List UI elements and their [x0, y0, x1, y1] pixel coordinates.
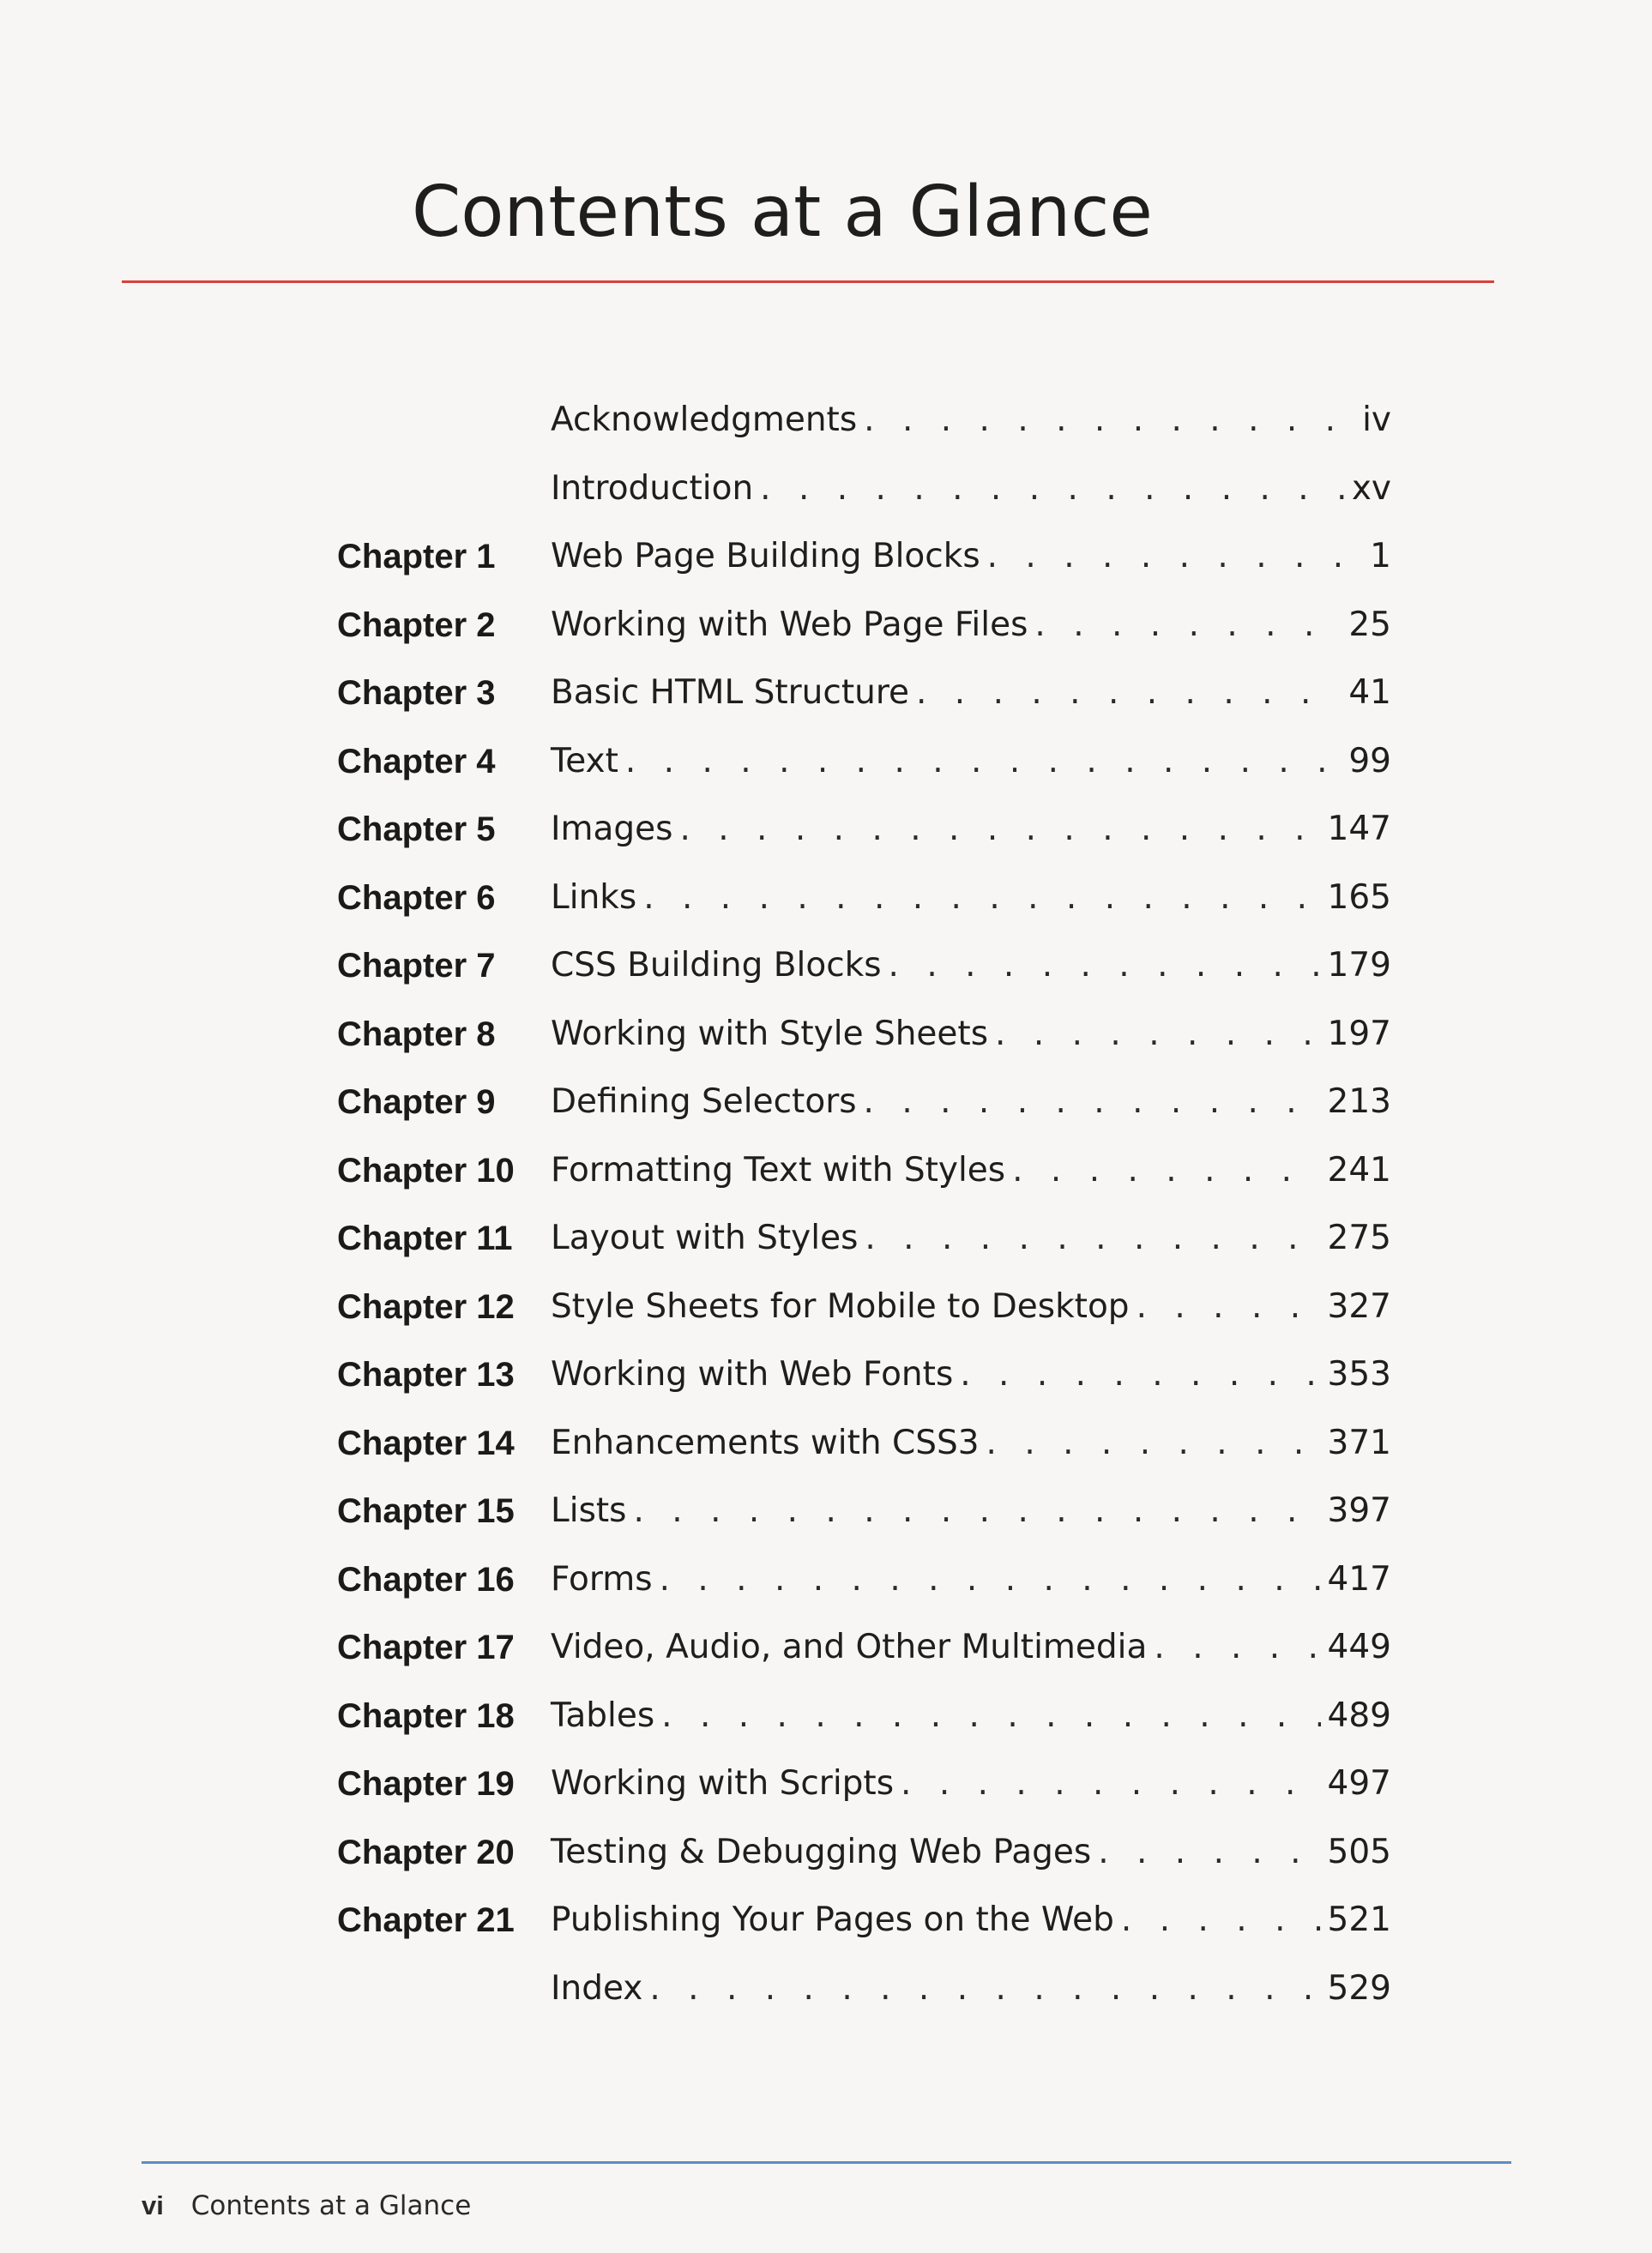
- entry-title: Links: [551, 878, 637, 917]
- chapter-label: Chapter 17: [337, 1629, 515, 1666]
- entry-title: Testing & Debugging Web Pages: [551, 1833, 1092, 1871]
- page-number: 449: [1327, 1628, 1391, 1666]
- chapter-label: Chapter 5: [337, 810, 496, 848]
- toc-entry-line: [551, 1145, 1391, 1196]
- toc-entry-line: [551, 1690, 1391, 1742]
- toc-entry-line: [551, 1349, 1391, 1401]
- page-number: xv: [1351, 469, 1391, 508]
- toc-entry: [0, 1622, 1652, 1682]
- chapter-label: Chapter 21: [337, 1901, 515, 1939]
- toc-entry: [0, 1690, 1652, 1750]
- entry-title: Tables: [551, 1696, 655, 1735]
- page-number: 529: [1327, 1969, 1391, 2008]
- dot-leader: [889, 940, 1321, 991]
- toc-entry: [0, 599, 1652, 660]
- toc-entry: [0, 463, 1652, 523]
- dot-leader: [660, 1554, 1321, 1605]
- toc-entry-line: [551, 872, 1391, 924]
- toc-entry: [0, 1554, 1652, 1614]
- chapter-label: Chapter 8: [337, 1015, 496, 1053]
- chapter-label: Chapter 1: [337, 538, 496, 575]
- chapter-label: Chapter 3: [337, 674, 496, 712]
- toc-entry-line: [551, 1758, 1391, 1810]
- toc-entry: [0, 395, 1652, 455]
- page-number: 353: [1327, 1355, 1391, 1394]
- toc-entry-line: [551, 1554, 1391, 1605]
- page-number: 275: [1327, 1219, 1391, 1257]
- toc-entry-line: [551, 1213, 1391, 1264]
- entry-title: CSS Building Blocks: [551, 946, 882, 985]
- chapter-label: Chapter 20: [337, 1834, 515, 1871]
- entry-title: Defining Selectors: [551, 1082, 857, 1121]
- toc-entry-line: [551, 531, 1391, 582]
- dot-leader: [864, 395, 1355, 446]
- page-number: 213: [1327, 1082, 1391, 1121]
- dot-leader: [960, 1349, 1320, 1401]
- page-number: 497: [1327, 1764, 1391, 1803]
- toc-entry-line: [551, 1281, 1391, 1333]
- entry-title: Layout with Styles: [551, 1219, 859, 1257]
- toc-entry-line: [551, 599, 1391, 651]
- dot-leader: [634, 1485, 1321, 1537]
- entry-title: Index: [551, 1969, 643, 2008]
- chapter-label: Chapter 6: [337, 879, 496, 917]
- entry-title: Working with Style Sheets: [551, 1015, 989, 1053]
- dot-leader: [625, 736, 1341, 787]
- dot-leader: [1034, 599, 1341, 651]
- chapter-label: Chapter 13: [337, 1356, 515, 1394]
- dot-leader: [901, 1758, 1321, 1810]
- running-head: Contents at a Glance: [190, 2190, 472, 2221]
- page-number: 197: [1327, 1015, 1391, 1053]
- toc-entry: [0, 1349, 1652, 1409]
- dot-leader: [916, 667, 1341, 719]
- page-footer: [142, 2190, 471, 2221]
- toc-entry-line: [551, 667, 1391, 719]
- entry-title: Working with Web Fonts: [551, 1355, 954, 1394]
- dot-leader: [1154, 1622, 1320, 1673]
- toc-entry-line: [551, 1076, 1391, 1128]
- entry-title: Acknowledgments: [551, 401, 858, 439]
- entry-title: Text: [551, 742, 618, 780]
- toc-entry-line: [551, 1622, 1391, 1673]
- page-number: 25: [1348, 605, 1391, 644]
- entry-title: Working with Web Page Files: [551, 605, 1028, 644]
- page-number: 371: [1327, 1424, 1391, 1462]
- toc-entry: [0, 872, 1652, 932]
- page-number: iv: [1362, 401, 1391, 439]
- chapter-label: Chapter 15: [337, 1492, 515, 1530]
- chapter-label: Chapter 9: [337, 1083, 496, 1121]
- toc-entry: [0, 1758, 1652, 1818]
- toc-entry-line: [551, 1963, 1391, 2015]
- dot-leader: [1012, 1145, 1320, 1196]
- footer-divider: [142, 2161, 1511, 2164]
- page-number: 505: [1327, 1833, 1391, 1871]
- dot-leader: [661, 1690, 1320, 1742]
- entry-title: Formatting Text with Styles: [551, 1151, 1006, 1190]
- chapter-label: Chapter 19: [337, 1765, 515, 1803]
- dot-leader: [986, 1418, 1321, 1469]
- chapter-label: Chapter 4: [337, 743, 496, 780]
- toc-entry: [0, 1895, 1652, 1955]
- chapter-label: Chapter 12: [337, 1288, 515, 1326]
- entry-title: Basic HTML Structure: [551, 673, 909, 712]
- entry-title: Enhancements with CSS3: [551, 1424, 980, 1462]
- toc-entry-line: [551, 1485, 1391, 1537]
- page-number: 179: [1327, 946, 1391, 985]
- toc-entry-line: [551, 1009, 1391, 1060]
- toc-entry-line: [551, 804, 1391, 855]
- toc-entry: [0, 531, 1652, 591]
- toc-entry: [0, 667, 1652, 727]
- dot-leader: [649, 1963, 1320, 2015]
- entry-title: Lists: [551, 1491, 627, 1530]
- page-number: 41: [1348, 673, 1391, 712]
- toc-entry: [0, 1213, 1652, 1273]
- page-number: 489: [1327, 1696, 1391, 1735]
- page-number: 147: [1327, 810, 1391, 848]
- toc-entry: [0, 1145, 1652, 1205]
- page-number: 165: [1327, 878, 1391, 917]
- toc-entry: [0, 1963, 1652, 2023]
- toc-entry: [0, 1418, 1652, 1478]
- page-title: Contents at a Glance: [412, 172, 1153, 253]
- dot-leader: [987, 531, 1364, 582]
- entry-title: Images: [551, 810, 673, 848]
- page-number: 327: [1327, 1287, 1391, 1326]
- chapter-label: Chapter 18: [337, 1697, 515, 1735]
- entry-title: Introduction: [551, 469, 754, 508]
- toc-entry-line: [551, 395, 1391, 446]
- toc-entry: [0, 1281, 1652, 1341]
- chapter-label: Chapter 16: [337, 1561, 515, 1599]
- entry-title: Video, Audio, and Other Multimedia: [551, 1628, 1148, 1666]
- toc-entry: [0, 1485, 1652, 1545]
- chapter-label: Chapter 10: [337, 1152, 515, 1190]
- dot-leader: [760, 463, 1345, 515]
- toc-entry-line: [551, 940, 1391, 991]
- toc-entry: [0, 940, 1652, 1000]
- page-number: 1: [1370, 537, 1391, 575]
- chapter-label: Chapter 11: [337, 1220, 513, 1257]
- dot-leader: [865, 1213, 1320, 1264]
- toc-entry: [0, 736, 1652, 796]
- chapter-label: Chapter 7: [337, 947, 496, 985]
- page-folio: vi: [142, 2190, 164, 2220]
- entry-title: Publishing Your Pages on the Web: [551, 1901, 1114, 1939]
- toc-entry-line: [551, 1418, 1391, 1469]
- dot-leader: [643, 872, 1320, 924]
- dot-leader: [1137, 1281, 1321, 1333]
- page-number: 241: [1327, 1151, 1391, 1190]
- page-number: 99: [1348, 742, 1391, 780]
- toc-entry-line: [551, 1827, 1391, 1878]
- dot-leader: [995, 1009, 1321, 1060]
- toc-entry: [0, 1076, 1652, 1136]
- dot-leader: [864, 1076, 1321, 1128]
- page-number: 521: [1327, 1901, 1391, 1939]
- toc-entry-line: [551, 463, 1391, 515]
- page-number: 397: [1327, 1491, 1391, 1530]
- toc-entry: [0, 1827, 1652, 1887]
- toc-entry: [0, 1009, 1652, 1069]
- page-number: 417: [1327, 1560, 1391, 1599]
- entry-title: Forms: [551, 1560, 653, 1599]
- dot-leader: [1098, 1827, 1320, 1878]
- chapter-label: Chapter 2: [337, 606, 496, 644]
- toc-entry-line: [551, 1895, 1391, 1946]
- toc-entry-line: [551, 736, 1391, 787]
- toc-entry: [0, 804, 1652, 864]
- chapter-label: Chapter 14: [337, 1425, 515, 1462]
- dot-leader: [679, 804, 1320, 855]
- entry-title: Style Sheets for Mobile to Desktop: [551, 1287, 1130, 1326]
- dot-leader: [1121, 1895, 1321, 1946]
- entry-title: Web Page Building Blocks: [551, 537, 980, 575]
- entry-title: Working with Scripts: [551, 1764, 895, 1803]
